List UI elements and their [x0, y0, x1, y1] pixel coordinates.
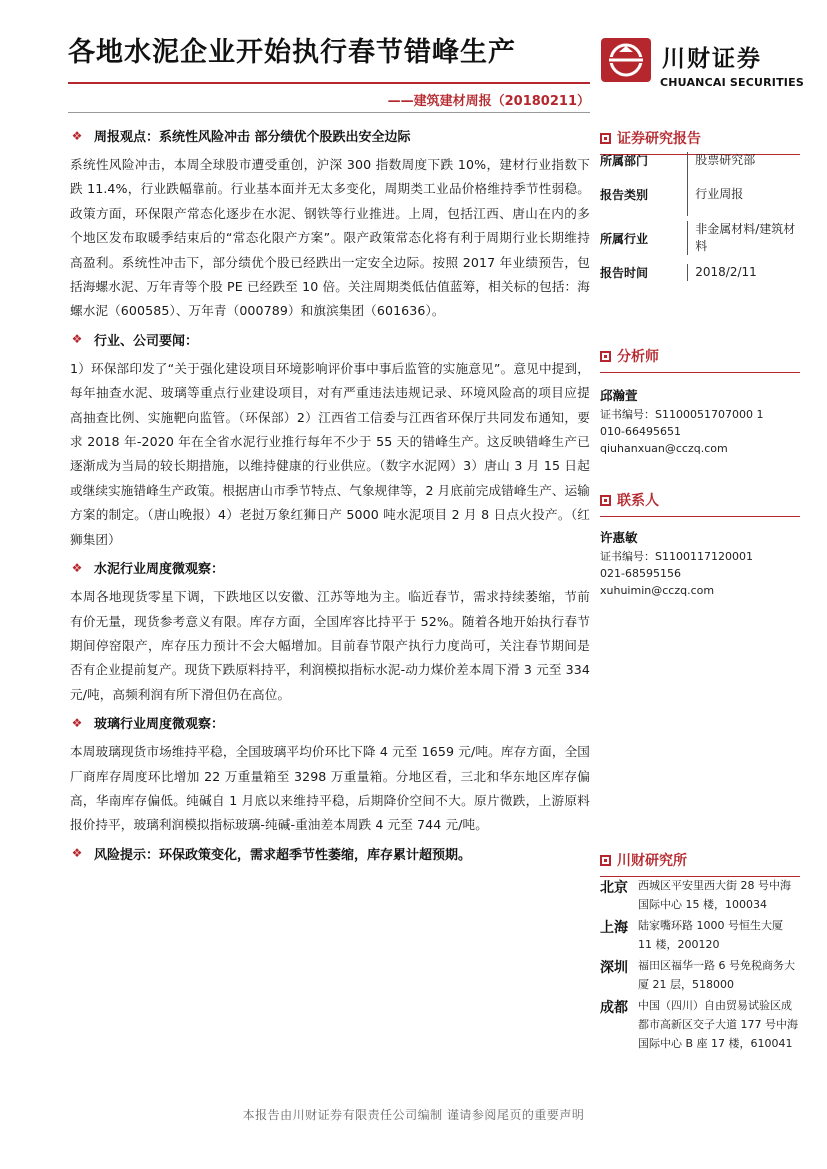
office-item	[600, 996, 800, 1053]
office-address: 福田区福华一路 6 号免税商务大厦 21 层，518000	[638, 959, 795, 991]
info-value: 非金属材料/建筑材料	[687, 221, 800, 255]
sidebar-rule	[600, 516, 800, 517]
sidebar-institute-heading	[600, 850, 800, 877]
office-address: 中国（四川）自由贸易试验区成都市高新区交子大道 177 号中海国际中心 B 座 17 楼，610041	[638, 999, 798, 1050]
analyst-cert: 证书编号：S1100051707000 1	[600, 408, 764, 421]
section-heading-text: 周报观点：系统性风险冲击 部分绩优个股跌出安全边际	[94, 130, 411, 145]
sidebar-report-heading	[600, 128, 800, 155]
analyst-email[interactable]: qiuhanxuan@cczq.com	[600, 442, 728, 455]
section-heading	[70, 844, 590, 863]
square-bullet-icon	[600, 855, 611, 866]
info-value: 行业周报	[687, 186, 800, 216]
diamond-bullet-icon: ❖	[71, 560, 83, 575]
diamond-bullet-icon: ❖	[71, 846, 83, 861]
square-bullet-icon	[600, 133, 611, 144]
sidebar-heading-text: 联系人	[617, 493, 659, 509]
brand-name-en: CHUANCAI SECURITIES	[660, 76, 804, 89]
diamond-bullet-icon: ❖	[71, 715, 83, 730]
contact-name: 许惠敏	[600, 530, 638, 545]
contact-phone: 021-68595156	[600, 567, 681, 580]
chuancai-logo-icon	[601, 38, 651, 82]
info-label: 报告类别	[600, 188, 649, 202]
brand-name: 川财证券	[662, 46, 762, 72]
square-bullet-icon	[600, 351, 611, 362]
sidebar-heading-text: 分析师	[617, 349, 659, 365]
section-paragraph: 系统性风险冲击，本周全球股市遭受重创，沪深 300 指数周度下跌 10%，建材行业指数下跌 11.4%，行业跌幅靠前。行业基本面并无太多变化，周期类工业品价格维持季节性弱稳。政策方面，环保限产常态化逐步在水泥、钢铁等行业推进。上周，包括江西、唐山在内的多个地区发布取暖季结束后的“常态化限产方案”。限产政策常态化将有利于周期行业长期维持高盈利。系统性冲击下，部分绩优个股已经跌出一定安全边际。按照 2017 年业绩预告，包括海螺水泥、万年青等个股 PE 已经跌至 10 倍。关注周期类低估值蓝筹，相关标的包括：海螺水泥（600585）、万年青（000789）和旗滨集团（601636）。	[70, 157, 590, 319]
office-item	[600, 876, 800, 914]
report-info	[600, 152, 800, 284]
section-heading	[70, 713, 590, 732]
section-heading	[70, 558, 590, 577]
sidebar-rule	[600, 372, 800, 373]
section-heading	[70, 126, 590, 145]
contact-email[interactable]: xuhuimin@cczq.com	[600, 584, 715, 597]
section-heading	[70, 330, 590, 349]
sidebar-contact-heading	[600, 490, 800, 517]
info-label: 所属行业	[600, 231, 649, 246]
analyst-card	[600, 386, 800, 457]
info-value: 股票研究部	[687, 152, 800, 186]
office-list	[600, 876, 800, 1055]
section-paragraph: 1）环保部印发了“关于强化建设项目环境影响评价事中事后监管的实施意见”。意见中提到，每年抽查水泥、玻璃等重点行业建设项目，对有严重违法违规记录、环境风险高的项目应提高抽查比例、实施靶向监管。（环保部）2）江西省工信委与江西省环保厅共同发布通知，要求 2018 年-2020 年在全省水泥行业推行每年不少于 55 天的错峰生产。这反映错峰生产已逐渐成为当局的较长期措施，以维持健康的行业供应。（数字水泥网）3）唐山 3 月 15 日起或继续实施错峰生产政策。根据唐山市季节特点、气象规律等，2 月底前完成错峰生产、运输方案的制定。（唐山晚报）4）老挝万象红狮日产 5000 吨水泥项目 2 月 8 日点火投产。（红狮集团）	[70, 360, 590, 547]
info-row	[600, 186, 800, 216]
office-city: 成都	[600, 1000, 628, 1016]
title-rule	[68, 82, 590, 84]
office-city: 北京	[600, 880, 628, 896]
info-value: 2018/2/11	[687, 264, 800, 281]
section-heading-text: 玻璃行业周度微观察：	[94, 717, 225, 733]
section-heading-text: 行业、公司要闻：	[94, 333, 199, 349]
section-paragraph: 本周各地现货零星下调，下跌地区以安徽、江苏等地为主。临近春节，需求持续萎缩，节前有价无量，现货参考意义有限。库存方面，全国库容比持平于 52%。随着各地开始执行春节期间停窑限产，库存压力预计不会大幅增加。目前春节限产执行力度尚可，关注春节期间是否有企业提前复产。现货下跌原料持平，利润模拟指标水泥-动力煤价差本周下滑 3 元至 334 元/吨，高频利润有所下滑但仍在高位。	[70, 589, 590, 702]
subtitle-rule	[68, 112, 590, 113]
diamond-bullet-icon: ❖	[71, 332, 83, 347]
info-row	[600, 152, 800, 186]
section-paragraph: 本周玻璃现货市场维持平稳，全国玻璃平均价环比下降 4 元至 1659 元/吨。库存方面，全国厂商库存周度环比增加 22 万重量箱至 3298 万重量箱。分地区看，三北和华东地区库存偏高，华南库存偏低。纯碱自 1 月底以来维持平稳，后期降价空间不大。原片微跌，上游原料报价持平，玻璃利润模拟指标玻璃-纯碱-重油差本周跌 4 元至 744 元/吨。	[70, 744, 590, 833]
contact-cert: 证书编号：S1100117120001	[600, 550, 753, 563]
square-bullet-icon	[600, 495, 611, 506]
page-footer: 本报告由川财证券有限责任公司编制 谨请参阅尾页的重要声明	[242, 1108, 585, 1122]
analyst-phone: 010-66495651	[600, 425, 681, 438]
info-row	[600, 216, 800, 260]
sidebar-heading-text: 证券研究报告	[617, 131, 701, 147]
contact-card	[600, 528, 800, 599]
info-label: 报告时间	[600, 265, 649, 280]
report-subtitle: ——建筑建材周报（20180211）	[387, 94, 590, 109]
diamond-bullet-icon: ❖	[71, 128, 83, 143]
section-heading-text: 风险提示：环保政策变化，需求超季节性萎缩，库存累计超预期。	[94, 847, 472, 863]
info-row	[600, 260, 800, 284]
main-content	[70, 122, 590, 871]
sidebar-heading-text: 川财研究所	[617, 853, 687, 869]
sidebar-analyst-heading	[600, 346, 800, 373]
office-city: 上海	[600, 920, 628, 936]
info-label: 所属部门	[600, 154, 649, 168]
office-item	[600, 956, 800, 994]
office-address: 西城区平安里西大街 28 号中海国际中心 15 楼，100034	[638, 879, 791, 911]
analyst-name: 邱瀚萱	[600, 388, 638, 403]
report-title: 各地水泥企业开始执行春节错峰生产	[68, 37, 516, 68]
office-item	[600, 916, 800, 954]
office-city: 深圳	[600, 960, 628, 976]
section-heading-text: 水泥行业周度微观察：	[94, 562, 225, 578]
office-address: 陆家嘴环路 1000 号恒生大厦 11 楼，200120	[638, 919, 783, 951]
